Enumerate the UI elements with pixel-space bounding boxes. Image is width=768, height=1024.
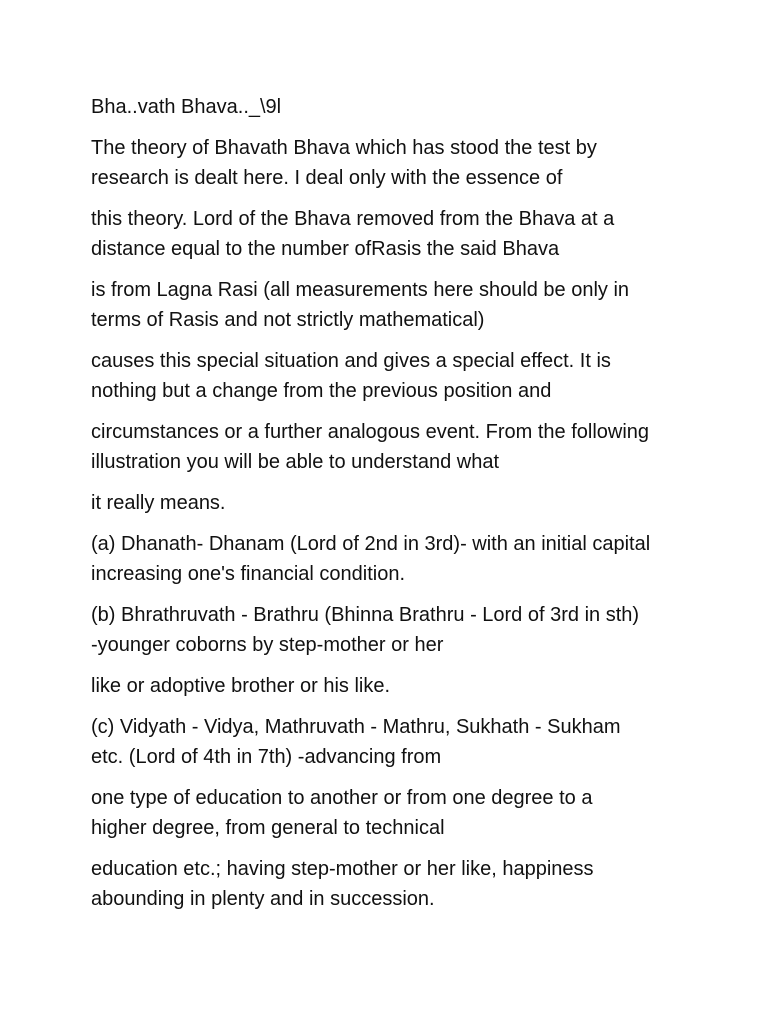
paragraph-3 <box>91 275 691 335</box>
paragraph-line: The theory of Bhavath Bhava which has stood the test by <box>91 137 597 159</box>
paragraph-10 <box>91 712 691 772</box>
paragraph-line: nothing but a change from the previous position and <box>91 380 552 402</box>
paragraph-9 <box>91 671 691 701</box>
paragraph-2 <box>91 204 691 264</box>
paragraph-line: circumstances or a further analogous event. From the following <box>91 421 650 443</box>
paragraph-12 <box>91 854 691 914</box>
title-line: Bha..vath Bhava.._\9l <box>91 96 282 118</box>
document-title <box>91 92 691 122</box>
paragraph-line: education etc.; having step-mother or her like, happiness <box>91 858 594 880</box>
paragraph-line: like or adoptive brother or his like. <box>91 675 391 697</box>
paragraph-11 <box>91 783 691 843</box>
paragraph-line: illustration you will be able to understand what <box>91 451 500 473</box>
paragraph-line: research is dealt here. I deal only with the essence of <box>91 167 563 189</box>
paragraph-line: (c) Vidyath - Vidya, Mathruvath - Mathru, Sukhath - Sukham <box>91 716 621 738</box>
paragraph-line: -younger coborns by step-mother or her <box>91 634 444 656</box>
paragraph-6 <box>91 488 691 518</box>
paragraph-4 <box>91 346 691 406</box>
paragraph-7 <box>91 529 691 589</box>
paragraph-line: increasing one's financial condition. <box>91 563 406 585</box>
paragraph-line: (b) Bhrathruvath - Brathru (Bhinna Brathru - Lord of 3rd in sth) <box>91 604 640 626</box>
paragraph-line: causes this special situation and gives a special effect. It is <box>91 350 611 372</box>
paragraph-line: terms of Rasis and not strictly mathematical) <box>91 309 485 331</box>
paragraph-8 <box>91 600 691 660</box>
paragraph-line: it really means. <box>91 492 226 514</box>
document-body <box>91 92 691 925</box>
paragraph-1 <box>91 133 691 193</box>
paragraph-line: (a) Dhanath- Dhanam (Lord of 2nd in 3rd)- with an initial capital <box>91 533 651 555</box>
paragraph-line: this theory. Lord of the Bhava removed from the Bhava at a <box>91 208 615 230</box>
paragraph-line: etc. (Lord of 4th in 7th) -advancing from <box>91 746 442 768</box>
paragraph-line: is from Lagna Rasi (all measurements here should be only in <box>91 279 630 301</box>
paragraph-line: distance equal to the number ofRasis the said Bhava <box>91 238 560 260</box>
paragraph-line: higher degree, from general to technical <box>91 817 445 839</box>
paragraph-line: one type of education to another or from one degree to a <box>91 787 593 809</box>
paragraph-5 <box>91 417 691 477</box>
paragraph-line: abounding in plenty and in succession. <box>91 888 435 910</box>
